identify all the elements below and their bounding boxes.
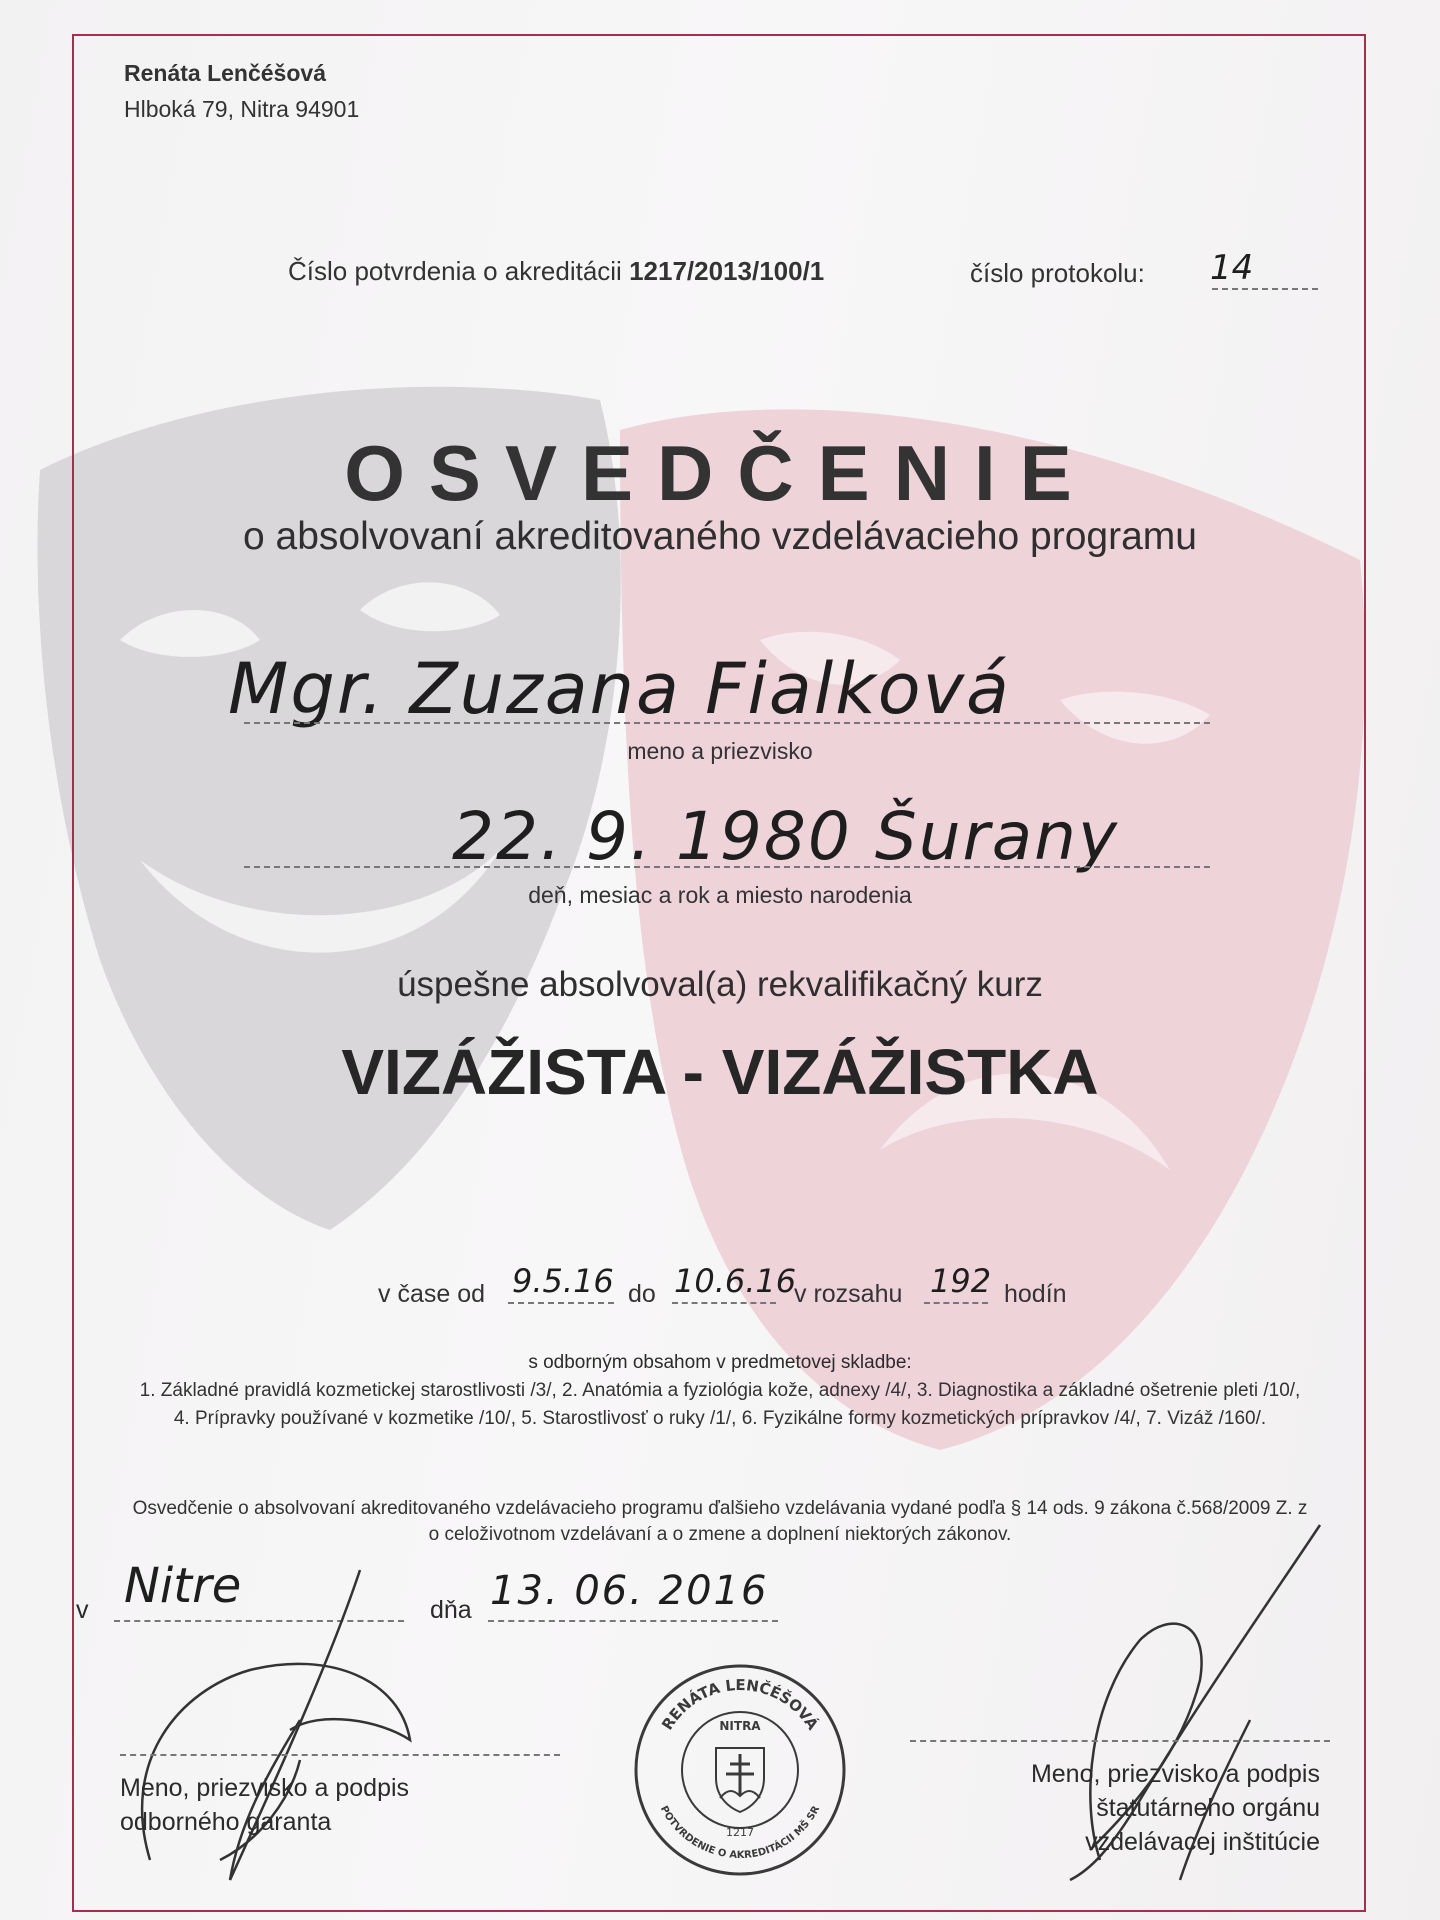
period-from: 9.5.16	[512, 1262, 614, 1300]
protocol-value: 14	[1210, 248, 1254, 288]
content-intro: s odborným obsahom v predmetovej skladbe:	[528, 1352, 912, 1373]
official-stamp	[630, 1660, 850, 1880]
right-signature-label-3: vzdelávacej inštitúcie	[1085, 1828, 1320, 1856]
legal-line-1: Osvedčenie o absolvovaní akreditovaného vzdelávacieho programu ďalšieho vzdelávania vydané podľa § 14 ods. 9 zákona č.568/2009 Z. z	[132, 1498, 1308, 1519]
right-signature	[1070, 1525, 1320, 1880]
period-to: 10.6.16	[674, 1262, 797, 1300]
course-name: VIZÁŽISTA - VIZÁŽISTKA	[341, 1036, 1099, 1108]
stamp-bottom-text: POTVRDENIE O AKREDITÁCII MŠ SR	[657, 1804, 823, 1862]
period-from-label: v čase od	[378, 1280, 486, 1308]
legal-line-2: o celoživotnom vzdelávaní a o zmene a doplnení niektorých zákonov.	[428, 1524, 1012, 1545]
holder-birth: 22. 9. 1980 Šurany	[452, 798, 1120, 875]
course-intro: úspešne absolvoval(a) rekvalifikačný kurz	[397, 965, 1043, 1004]
period-extent-label: v rozsahu	[794, 1280, 903, 1308]
accreditation-label: Číslo potvrdenia o akreditácii	[288, 256, 622, 286]
right-signature-line	[910, 1740, 1330, 1742]
left-signature-label-1: Meno, priezvisko a podpis	[120, 1774, 410, 1802]
issuer-address: Hlboká 79, Nitra 94901	[124, 96, 360, 122]
content-line-1: 1. Základné pravidlá kozmetickej starostlivosti /3/, 2. Anatómia a fyziológia kože, adnexy /4/, 3. Diagnostika a základné ošetrenie pleti /10/,	[139, 1380, 1301, 1401]
place-value: Nitre	[124, 1558, 242, 1614]
certificate-subtitle: o absolvovaní akreditovaného vzdelávacieho programu	[243, 515, 1197, 558]
date-label: dňa	[430, 1596, 472, 1624]
holder-name-label: meno a priezvisko	[627, 738, 813, 764]
accreditation-number: 1217/2013/100/1	[629, 256, 825, 286]
certificate-title: OSVEDČENIE	[344, 429, 1096, 517]
holder-name: Mgr. Zuzana Fialková	[228, 648, 1011, 730]
period-hours: 192	[930, 1262, 992, 1300]
issuer-name: Renáta Lenčéšová	[124, 60, 326, 86]
stamp-number: 1217	[726, 1826, 754, 1839]
protocol-label: číslo protokolu:	[970, 258, 1145, 288]
left-signature-label-2: odborného garanta	[120, 1808, 332, 1836]
right-signature-label-1: Meno, priezvisko a podpis	[1030, 1760, 1320, 1788]
left-signature-line	[120, 1754, 560, 1756]
period-hours-label: hodín	[1004, 1280, 1067, 1308]
stamp-top-text: RENÁTA LENČÉŠOVÁ	[658, 1675, 822, 1734]
place-label: v	[76, 1596, 89, 1624]
period-to-label: do	[628, 1280, 656, 1308]
content-line-2: 4. Prípravky používané v kozmetike /10/, 5. Starostlivosť o ruky /1/, 6. Fyzikálne formy kozmetických prípravkov /4/, 7. Vizáž /160/.	[173, 1408, 1267, 1429]
stamp-city: NITRA	[719, 1719, 761, 1733]
holder-birth-label: deň, mesiac a rok a miesto narodenia	[528, 882, 912, 908]
date-value: 13. 06. 2016	[490, 1568, 769, 1614]
right-signature-label-2: štatutárneho orgánu	[1096, 1794, 1320, 1822]
coat-of-arms-icon	[716, 1748, 764, 1812]
